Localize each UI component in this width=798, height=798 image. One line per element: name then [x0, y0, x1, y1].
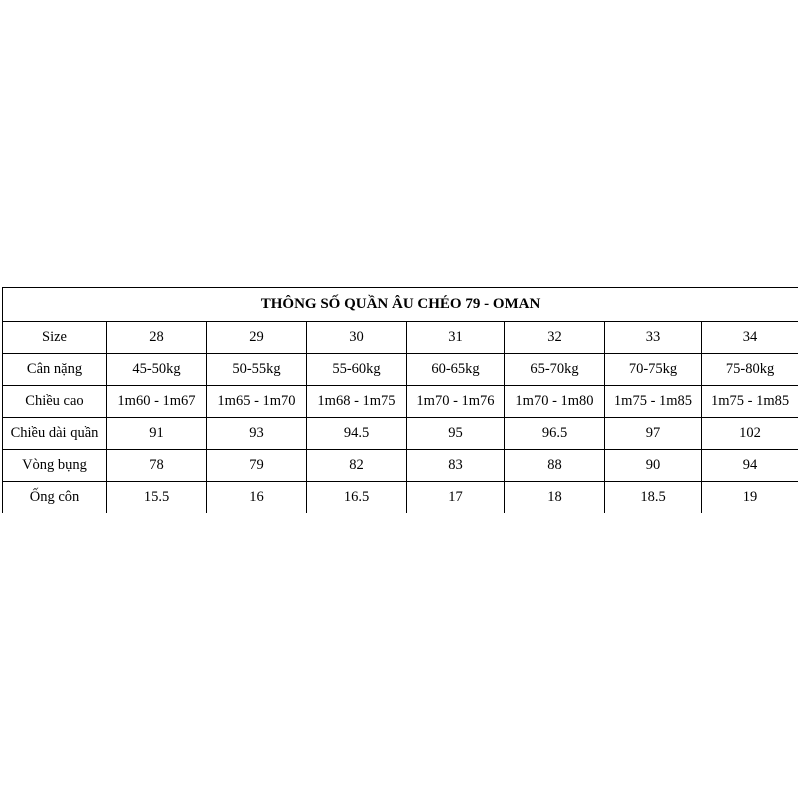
- table-cell: 97: [605, 418, 702, 450]
- table-cell: 17: [407, 482, 505, 514]
- table-cell: 15.5: [107, 482, 207, 514]
- table-cell: 79: [207, 450, 307, 482]
- row-label-weight: Cân nặng: [3, 354, 107, 386]
- table-row-weight: [3, 354, 798, 386]
- table-cell: 1m75 - 1m85: [605, 386, 702, 418]
- table-cell: 31: [407, 322, 505, 354]
- table-cell: 70-75kg: [605, 354, 702, 386]
- table-cell: 19: [702, 482, 798, 514]
- row-label-length: Chiều dài quần: [3, 418, 107, 450]
- row-label-size: Size: [3, 322, 107, 354]
- table-cell: 32: [505, 322, 605, 354]
- table-cell: 94.5: [307, 418, 407, 450]
- table-cell: 50-55kg: [207, 354, 307, 386]
- table-cell: 1m75 - 1m85: [702, 386, 798, 418]
- table-cell: 18: [505, 482, 605, 514]
- table-cell: 102: [702, 418, 798, 450]
- table-row-height: [3, 386, 798, 418]
- table-cell: 78: [107, 450, 207, 482]
- table-cell: 1m65 - 1m70: [207, 386, 307, 418]
- table-cell: 28: [107, 322, 207, 354]
- table-cell: 33: [605, 322, 702, 354]
- table-cell: 88: [505, 450, 605, 482]
- table-cell: 60-65kg: [407, 354, 505, 386]
- table-cell: 96.5: [505, 418, 605, 450]
- row-label-waist: Vòng bụng: [3, 450, 107, 482]
- table-row-leg-opening: [3, 482, 798, 514]
- table-cell: 1m60 - 1m67: [107, 386, 207, 418]
- table-cell: 34: [702, 322, 798, 354]
- table-cell: 30: [307, 322, 407, 354]
- table-cell: 55-60kg: [307, 354, 407, 386]
- table-cell: 18.5: [605, 482, 702, 514]
- table-cell: 95: [407, 418, 505, 450]
- table-cell: 75-80kg: [702, 354, 798, 386]
- table-cell: 91: [107, 418, 207, 450]
- size-chart-table: [2, 287, 798, 513]
- row-label-leg-opening: Ống côn: [3, 482, 107, 514]
- table-cell: 1m68 - 1m75: [307, 386, 407, 418]
- table-row-waist: [3, 450, 798, 482]
- table-cell: 1m70 - 1m80: [505, 386, 605, 418]
- table-row-length: [3, 418, 798, 450]
- table-cell: 45-50kg: [107, 354, 207, 386]
- table-cell: 82: [307, 450, 407, 482]
- row-label-height: Chiều cao: [3, 386, 107, 418]
- table-cell: 1m70 - 1m76: [407, 386, 505, 418]
- table-cell: 16.5: [307, 482, 407, 514]
- table-cell: 65-70kg: [505, 354, 605, 386]
- table-title: THÔNG SỐ QUẦN ÂU CHÉO 79 - OMAN: [3, 288, 798, 322]
- title-row: [3, 288, 798, 322]
- table-cell: 83: [407, 450, 505, 482]
- table-cell: 94: [702, 450, 798, 482]
- table-cell: 29: [207, 322, 307, 354]
- table-cell: 90: [605, 450, 702, 482]
- table-cell: 16: [207, 482, 307, 514]
- table-cell: 93: [207, 418, 307, 450]
- table-row-size: [3, 322, 798, 354]
